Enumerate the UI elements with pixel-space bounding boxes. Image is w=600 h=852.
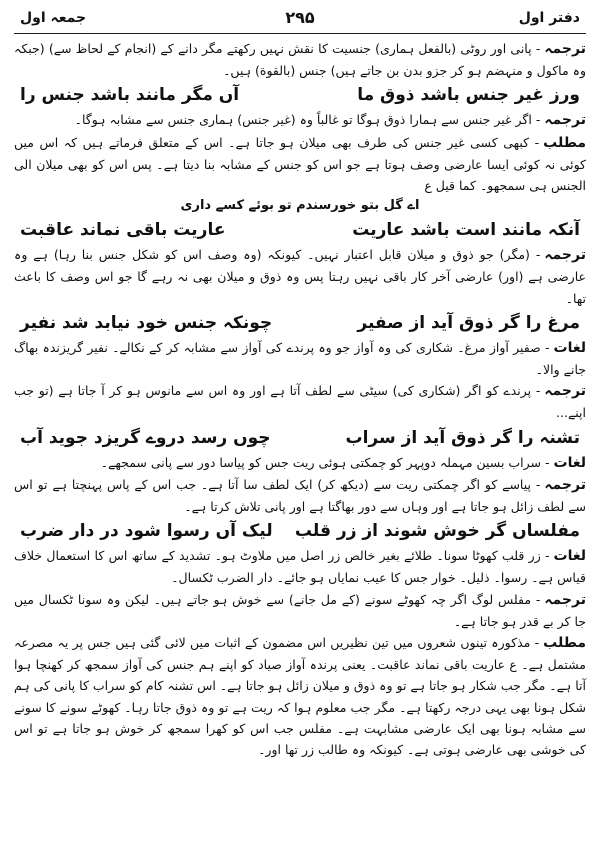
commentary-paragraph (14, 38, 586, 81)
verse-line (20, 217, 580, 243)
verse-heading: اے گل بتو خورسندم تو بوئے کسے داری (180, 198, 420, 214)
commentary-paragraph (14, 589, 586, 632)
paragraph-text: - زر قلب کھوٹا سونا۔ طلائے بغیر خالص زر اصل میں ملاوٹ ہو۔ تشدید کے ساتھ اس کا استعمال خلاف قیاس ہے۔ رسوا۔ ذلیل۔ خوار جس کا عیب نمایاں ہو جائے۔ دار الضرب ٹکسال۔ (14, 548, 586, 586)
verse-hemistich-second: لیک آں رسوا شود در دار ضرب (20, 521, 273, 542)
commentary-paragraph (14, 545, 586, 588)
verse-hemistich-second: چونکہ جنس خود نیابد شد نفیر (20, 312, 273, 333)
verse-line (20, 518, 580, 544)
page-content (14, 38, 586, 760)
paragraph-label: لغات (553, 454, 586, 471)
paragraph-label: مطلب (543, 134, 586, 151)
verse-hemistich-second: آں مگر مانند باشد جنس را (20, 85, 240, 106)
paragraph-text: - پرندے کو اگر (شکاری کی) سیٹی سے لطف آتا ہے اور وہ اس سے مانوس ہو کر آ جاتا ہے (تو جب اپنے... (14, 383, 586, 421)
paragraph-label: ترجمہ (544, 591, 586, 608)
paragraph-label: ترجمہ (544, 476, 586, 493)
paragraph-label: ترجمہ (544, 112, 586, 129)
paragraph-text: - پانی اور روٹی (بالفعل ہماری) جنسیت کا نقش نہیں رکھتے مگر دانے کے (انجام کے لحاظ سے) (جبکہ وہ ماکول و منہضم ہو کر جزو بدن بن جاتے ہیں) جنس (بالقوة) ہیں۔ (14, 41, 586, 79)
header-part-title: جمعہ اول (20, 10, 87, 26)
verse-hemistich-first: مرغ را گر ذوق آید از صفیر (357, 312, 580, 333)
paragraph-label: ترجمہ (544, 383, 586, 400)
paragraph-text: - صفیر آواز مرغ۔ شکاری کی وہ آواز جو وہ پرندے کی آواز سے مشابہ کر کے نکالے۔ نفیر گریزندہ بھاگ جانے والا۔ (14, 339, 586, 378)
commentary-paragraph (14, 452, 586, 474)
header-rule (14, 33, 586, 34)
verse-hemistich-first: تشنہ را گر ذوق آید از سراب (345, 427, 580, 448)
paragraph-text: - مذکورہ تینوں شعروں میں تین نظیریں اس مضمون کے اثبات میں لائی گئی ہیں جس پر یہ مصرعہ مشتمل ہے۔ ع عاریت باقی نماند عاقبت۔ یعنی پرندہ آواز صیاد کو اپنے ہم جنس کی آواز سمجھ کر کھنچا ہوا آتا ہے۔ مگر جب شکار ہو جاتا ہے تو وہ ذوق و میلان زائل ہو جاتا ہے۔ اس تشنہ کام کو سراب کا پانی کی ہم شکل ہونا بھی یہی درجہ رکھتا ہے۔ مگر جب معلوم ہوا کہ ریت ہے تو وہ ذوق جاتا رہا۔ کھوٹے سونے کا سونے سے مشابہ ہونا بھی ایک عارضی مشابہت ہے۔ مفلس جب اس کو کھرا سمجھ کر خوش ہو جاتا ہے تو اس کی خوشی بھی عارضی ہوتی ہے۔ کیونکہ وہ طالب زر تھا اور۔ (14, 635, 586, 758)
verse-hemistich-first: آنکہ مانند است باشد عاریت (352, 220, 580, 241)
paragraph-label: مطلب (543, 635, 586, 652)
page-header (14, 6, 586, 32)
commentary-paragraph (14, 337, 586, 380)
verse-line (20, 82, 580, 108)
paragraph-label: ترجمہ (544, 247, 586, 264)
verse-hemistich-second: عاریت باقی نماند عاقبت (20, 220, 226, 241)
paragraph-text: - مفلس لوگ اگر چہ کھوٹے سونے (کے مل جانے) سے خوش ہو جاتے ہیں۔ لیکن وہ سونا ٹکسال میں جا کر بے قدر ہو جاتا ہے۔ (14, 591, 586, 629)
verse-hemistich-first: مفلساں گر خوش شوند از زر قلب (294, 521, 580, 542)
paragraph-label: لغات (553, 548, 586, 565)
verse-hemistich-first: ورز غیر جنس باشد ذوق ما (357, 85, 580, 106)
paragraph-label: ترجمہ (544, 41, 586, 57)
paragraph-text: - کبھی کسی غیر جنس کی طرف بھی میلان ہو جاتا ہے۔ اس کے متعلق فرماتے ہیں کہ اس میں کوئی نہ کوئی ایسا عارضی وصف ہوتا ہے جو اس کو جنس کے مشابہ بنا دیتا ہے۔ پس اس کو بھی میلان الی الجنس ہی سمجھو۔ کما قیل ع (14, 134, 586, 194)
paragraph-text: - اگر غیر جنس سے ہمارا ذوق ہوگا تو غالباً وہ (غیر جنس) ہماری جنس سے مشابہ ہوگا۔ (74, 112, 541, 128)
paragraph-label: لغات (553, 339, 586, 356)
commentary-paragraph (14, 632, 586, 760)
commentary-paragraph (14, 474, 586, 517)
commentary-paragraph (14, 109, 586, 131)
commentary-paragraph (14, 380, 586, 423)
paragraph-text: - سراب بسین مہملہ دوپہر کو چمکتی ہوئی ریت جس کو پیاسا دور سے پانی سمجھے۔ (100, 454, 550, 470)
header-book-title: دفتر اول (518, 10, 580, 26)
paragraph-text: - (مگر) جو ذوق و میلان قابل اعتبار نہیں۔ کیونکہ (وہ وصف اس کو شکل جنس بنا رہا) ہے وہ عارضی ہے (اور) عارضی آخر کار باقی نہیں رہتا پس وہ ذوق و میلان بھی نہ رہے گا جو اس وصف کا باعث تھا۔ (14, 247, 586, 306)
commentary-paragraph (14, 244, 586, 309)
verse-hemistich-second: چوں رسد دروے گریزد جوید آب (20, 427, 271, 448)
paragraph-text: - پیاسے کو اگر چمکتی ریت سے (دیکھ کر) ایک لطف سا آتا ہے۔ جب اس کے پاس پہنچتا ہے تو اس سے لطف زائل ہو جاتا ہے اور وہاں سے دور بھاگتا ہے اور پانی تلاش کرتا ہے۔ (14, 476, 586, 515)
page-number: ۲۹۵ (285, 8, 315, 27)
verse-line (20, 310, 580, 336)
commentary-paragraph (14, 132, 586, 197)
verse-line (20, 425, 580, 451)
